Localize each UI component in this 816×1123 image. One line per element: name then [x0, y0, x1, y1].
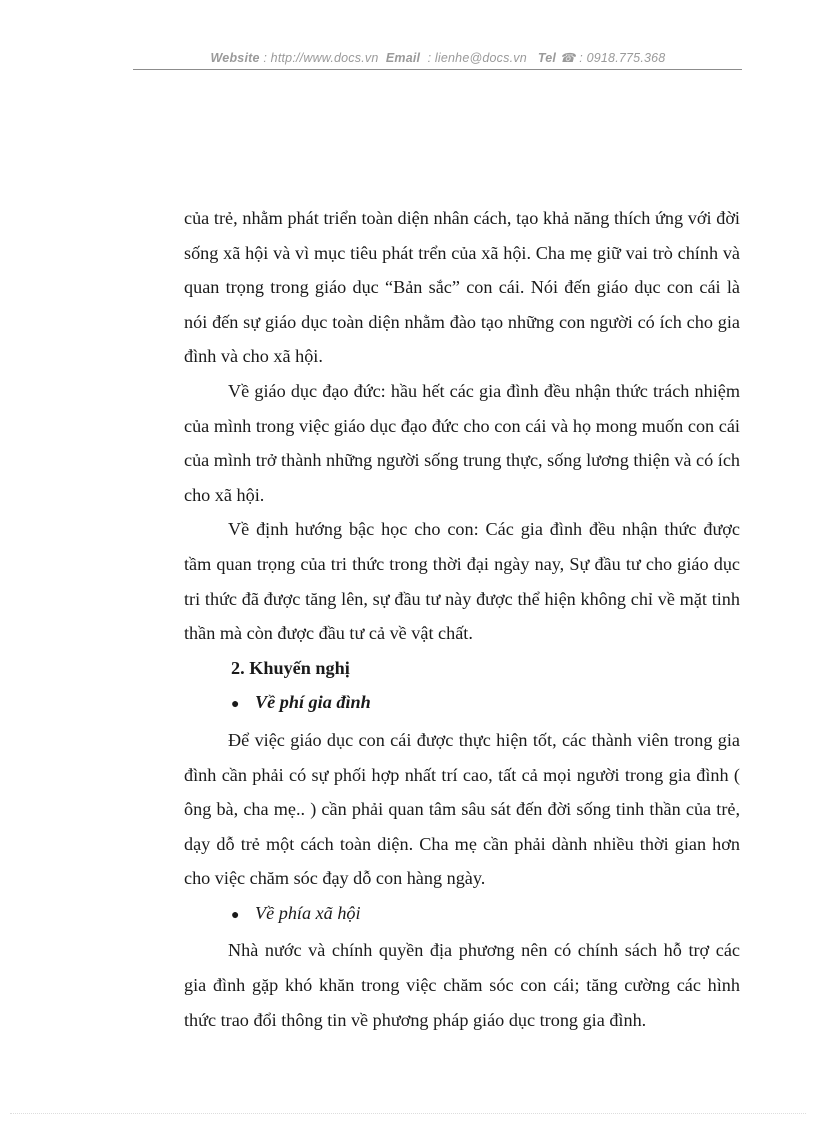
bullet-item-society: [184, 896, 740, 934]
email-value[interactable]: : lienhe@docs.vn: [427, 51, 527, 65]
tel-value: : 0918.775.368: [579, 51, 666, 65]
bullet-icon: ●: [231, 907, 240, 923]
website-value[interactable]: : http://www.docs.vn: [263, 51, 379, 65]
document-body: [184, 201, 740, 1037]
page-header: [135, 50, 741, 70]
paragraph-2: Về giáo dục đạo đức: hầu hết các gia đình đều nhận thức trách nhiệm của mình trong việc giáo dục đạo đức cho con cái và họ mong muốn con cái của mình trở thành những người sống trung thực, sống lương thiện và có ích cho xã hội.: [184, 380, 740, 505]
paragraph-1: của trẻ, nhằm phát triển toàn diện nhân cách, tạo khả năng thích ứng với đời sống xã hội và vì mục tiêu phát trển của xã hội. Cha mẹ giữ vai trò chính và quan trọng trong giáo dục “Bản sắc” con cái. Nói đến giáo dục con cái là nói đến sự giáo dục toàn diện nhằm đào tạo những con người có ích cho gia đình và cho xã hội.: [184, 208, 740, 367]
paragraph-4: Để việc giáo dục con cái được thực hiện tốt, các thành viên trong gia đình cần phải có sự phối hợp nhất trí cao, tất cả mọi người trong gia đình ( ông bà, cha mẹ.. ) cần phải quan tâm sâu sát đến đời sống tinh thần của trẻ, dạy dỗ trẻ một cách toàn diện. Cha mẹ cần phải dành nhiều thời gian hơn cho việc chăm sóc đạy dỗ con hàng ngày.: [184, 729, 740, 889]
section-heading: 2. Khuyến nghị: [231, 657, 350, 678]
tel-label: Tel: [537, 51, 557, 65]
email-label: Email: [385, 51, 421, 65]
bullet-item-family: [184, 685, 740, 723]
bullet-icon: ●: [231, 697, 240, 713]
paragraph-5: Nhà nước và chính quyền địa phương nên có chính sách hỗ trợ các gia đình gặp khó khăn trong việc chăm sóc con cái; tăng cường các hình thức trao đổi thông tin về phương pháp giáo dục trong gia đình.: [184, 940, 740, 1030]
phone-icon: ☎: [559, 51, 576, 65]
bullet-label: Về phí gia đình: [255, 692, 371, 713]
website-label: Website: [210, 51, 260, 65]
header-divider: [133, 69, 742, 70]
paragraph-3: Về định hướng bậc học cho con: Các gia đình đều nhận thức được tầm quan trọng của tri thức trong thời đại ngày nay, Sự đầu tư cho giáo dục tri thức đã được tăng lên, sự đầu tư này được thể hiện không chỉ về mặt tinh thần mà còn được đầu tư cả về vật chất.: [184, 519, 740, 644]
bullet-label: Về phía xã hội: [255, 902, 361, 923]
footer-divider: [10, 1113, 806, 1114]
